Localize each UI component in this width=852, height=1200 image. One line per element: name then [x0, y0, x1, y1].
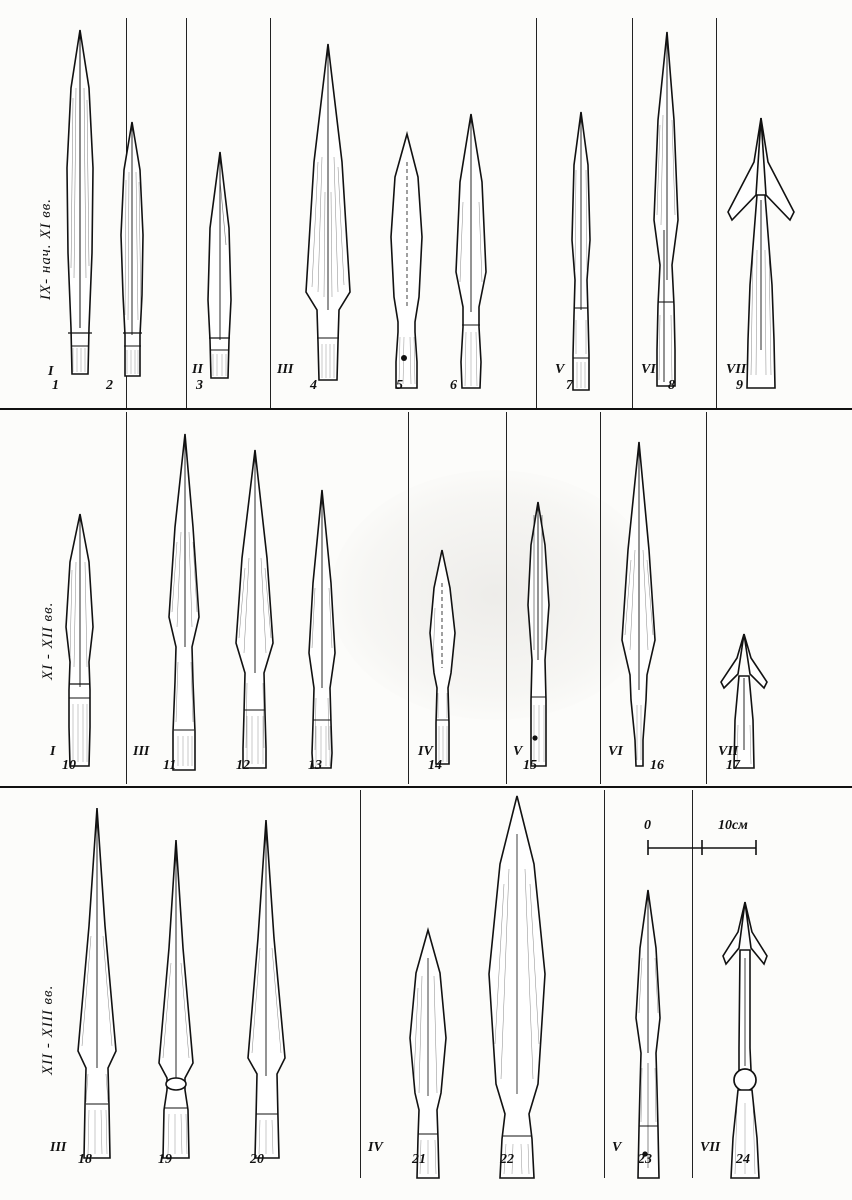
- figure-label-17: 17: [726, 758, 740, 773]
- figure-label-21: 21: [412, 1152, 426, 1167]
- figure-spearhead-3: [198, 150, 242, 380]
- group-label-r2-VI: VI: [608, 744, 623, 759]
- figure-spearhead-10: [58, 512, 102, 768]
- group-label-r1-VII: VII: [726, 362, 747, 377]
- figure-label-22: 22: [500, 1152, 514, 1167]
- figure-label-5: 5: [396, 378, 403, 393]
- group-label-r2-III: III: [133, 744, 150, 759]
- group-divider-r1-d: [536, 18, 537, 408]
- group-label-r3-IV: IV: [368, 1140, 383, 1155]
- group-label-r2-V: V: [513, 744, 523, 759]
- figure-label-19: 19: [158, 1152, 172, 1167]
- group-divider-r2-e: [706, 412, 707, 784]
- group-divider-r2-c: [506, 412, 507, 784]
- figure-label-13: 13: [308, 758, 322, 773]
- group-label-r1-V: V: [555, 362, 565, 377]
- group-divider-r1-e: [632, 18, 633, 408]
- figure-label-24: 24: [736, 1152, 750, 1167]
- figure-label-1: 1: [52, 378, 59, 393]
- figure-label-3: 3: [196, 378, 203, 393]
- row-divider-2: [0, 786, 852, 788]
- group-label-r2-I: I: [50, 744, 56, 759]
- scale-zero-label: 0: [644, 818, 651, 833]
- figure-spearhead-5: [382, 132, 432, 390]
- row-label-2: XI - XII вв.: [40, 601, 56, 680]
- group-divider-r1-c: [270, 18, 271, 408]
- figure-spearhead-1: [58, 28, 102, 376]
- figure-label-14: 14: [428, 758, 442, 773]
- figure-label-10: 10: [62, 758, 76, 773]
- figure-label-20: 20: [250, 1152, 264, 1167]
- group-divider-r2-d: [600, 412, 601, 784]
- figure-spearhead-11: [160, 432, 210, 772]
- figure-spearhead-4: [300, 42, 356, 382]
- figure-spearhead-16: [612, 440, 666, 770]
- group-divider-r2-a: [126, 412, 127, 784]
- figure-label-4: 4: [310, 378, 317, 393]
- figure-spearhead-8: [644, 30, 690, 388]
- figure-label-7: 7: [566, 378, 573, 393]
- figure-spearhead-20: [240, 818, 292, 1162]
- group-label-r2-IV: IV: [418, 744, 433, 759]
- group-label-r3-III: III: [50, 1140, 67, 1155]
- figure-spearhead-24: [714, 898, 776, 1180]
- figure-label-15: 15: [523, 758, 537, 773]
- scale-bar: [646, 838, 758, 861]
- figure-spearhead-12: [228, 448, 282, 770]
- figure-spearhead-19: [150, 838, 202, 1162]
- group-label-r3-VII: VII: [700, 1140, 721, 1155]
- row-label-1: IX- нач. XI вв.: [38, 198, 54, 300]
- figure-spearhead-22: [480, 794, 554, 1180]
- figure-spearhead-21: [402, 928, 454, 1180]
- row-label-3: XII - XIII вв.: [40, 984, 56, 1075]
- scale-max-label: 10см: [718, 818, 748, 833]
- figure-spearhead-15: [518, 500, 558, 768]
- figure-spearhead-2: [112, 120, 152, 378]
- group-label-r3-V: V: [612, 1140, 622, 1155]
- group-divider-r3-b: [604, 790, 605, 1178]
- group-label-r1-VI: VI: [641, 362, 656, 377]
- figure-label-9: 9: [736, 378, 743, 393]
- group-divider-r2-b: [408, 412, 409, 784]
- figure-label-12: 12: [236, 758, 250, 773]
- group-label-r1-III: III: [277, 362, 294, 377]
- figure-spearhead-6: [448, 112, 494, 390]
- group-label-r1-II: II: [192, 362, 203, 377]
- figure-label-23: 23: [638, 1152, 652, 1167]
- figure-label-11: 11: [163, 758, 177, 773]
- group-label-r2-VII: VII: [718, 744, 739, 759]
- figure-spearhead-13: [300, 488, 344, 770]
- group-divider-r1-b: [186, 18, 187, 408]
- figure-spearhead-18: [70, 806, 124, 1162]
- scan-smudge: [330, 470, 660, 720]
- figure-spearhead-23: [626, 888, 670, 1180]
- group-divider-r1-f: [716, 18, 717, 408]
- figure-spearhead-7: [562, 110, 600, 392]
- figure-label-2: 2: [106, 378, 113, 393]
- figure-spearhead-14: [422, 548, 462, 766]
- figure-label-6: 6: [450, 378, 457, 393]
- figure-spearhead-9: [724, 100, 798, 390]
- figure-label-16: 16: [650, 758, 664, 773]
- group-label-r1-I: I: [48, 364, 54, 379]
- figure-label-18: 18: [78, 1152, 92, 1167]
- row-divider-1: [0, 408, 852, 410]
- group-divider-r3-a: [360, 790, 361, 1178]
- figure-label-8: 8: [668, 378, 675, 393]
